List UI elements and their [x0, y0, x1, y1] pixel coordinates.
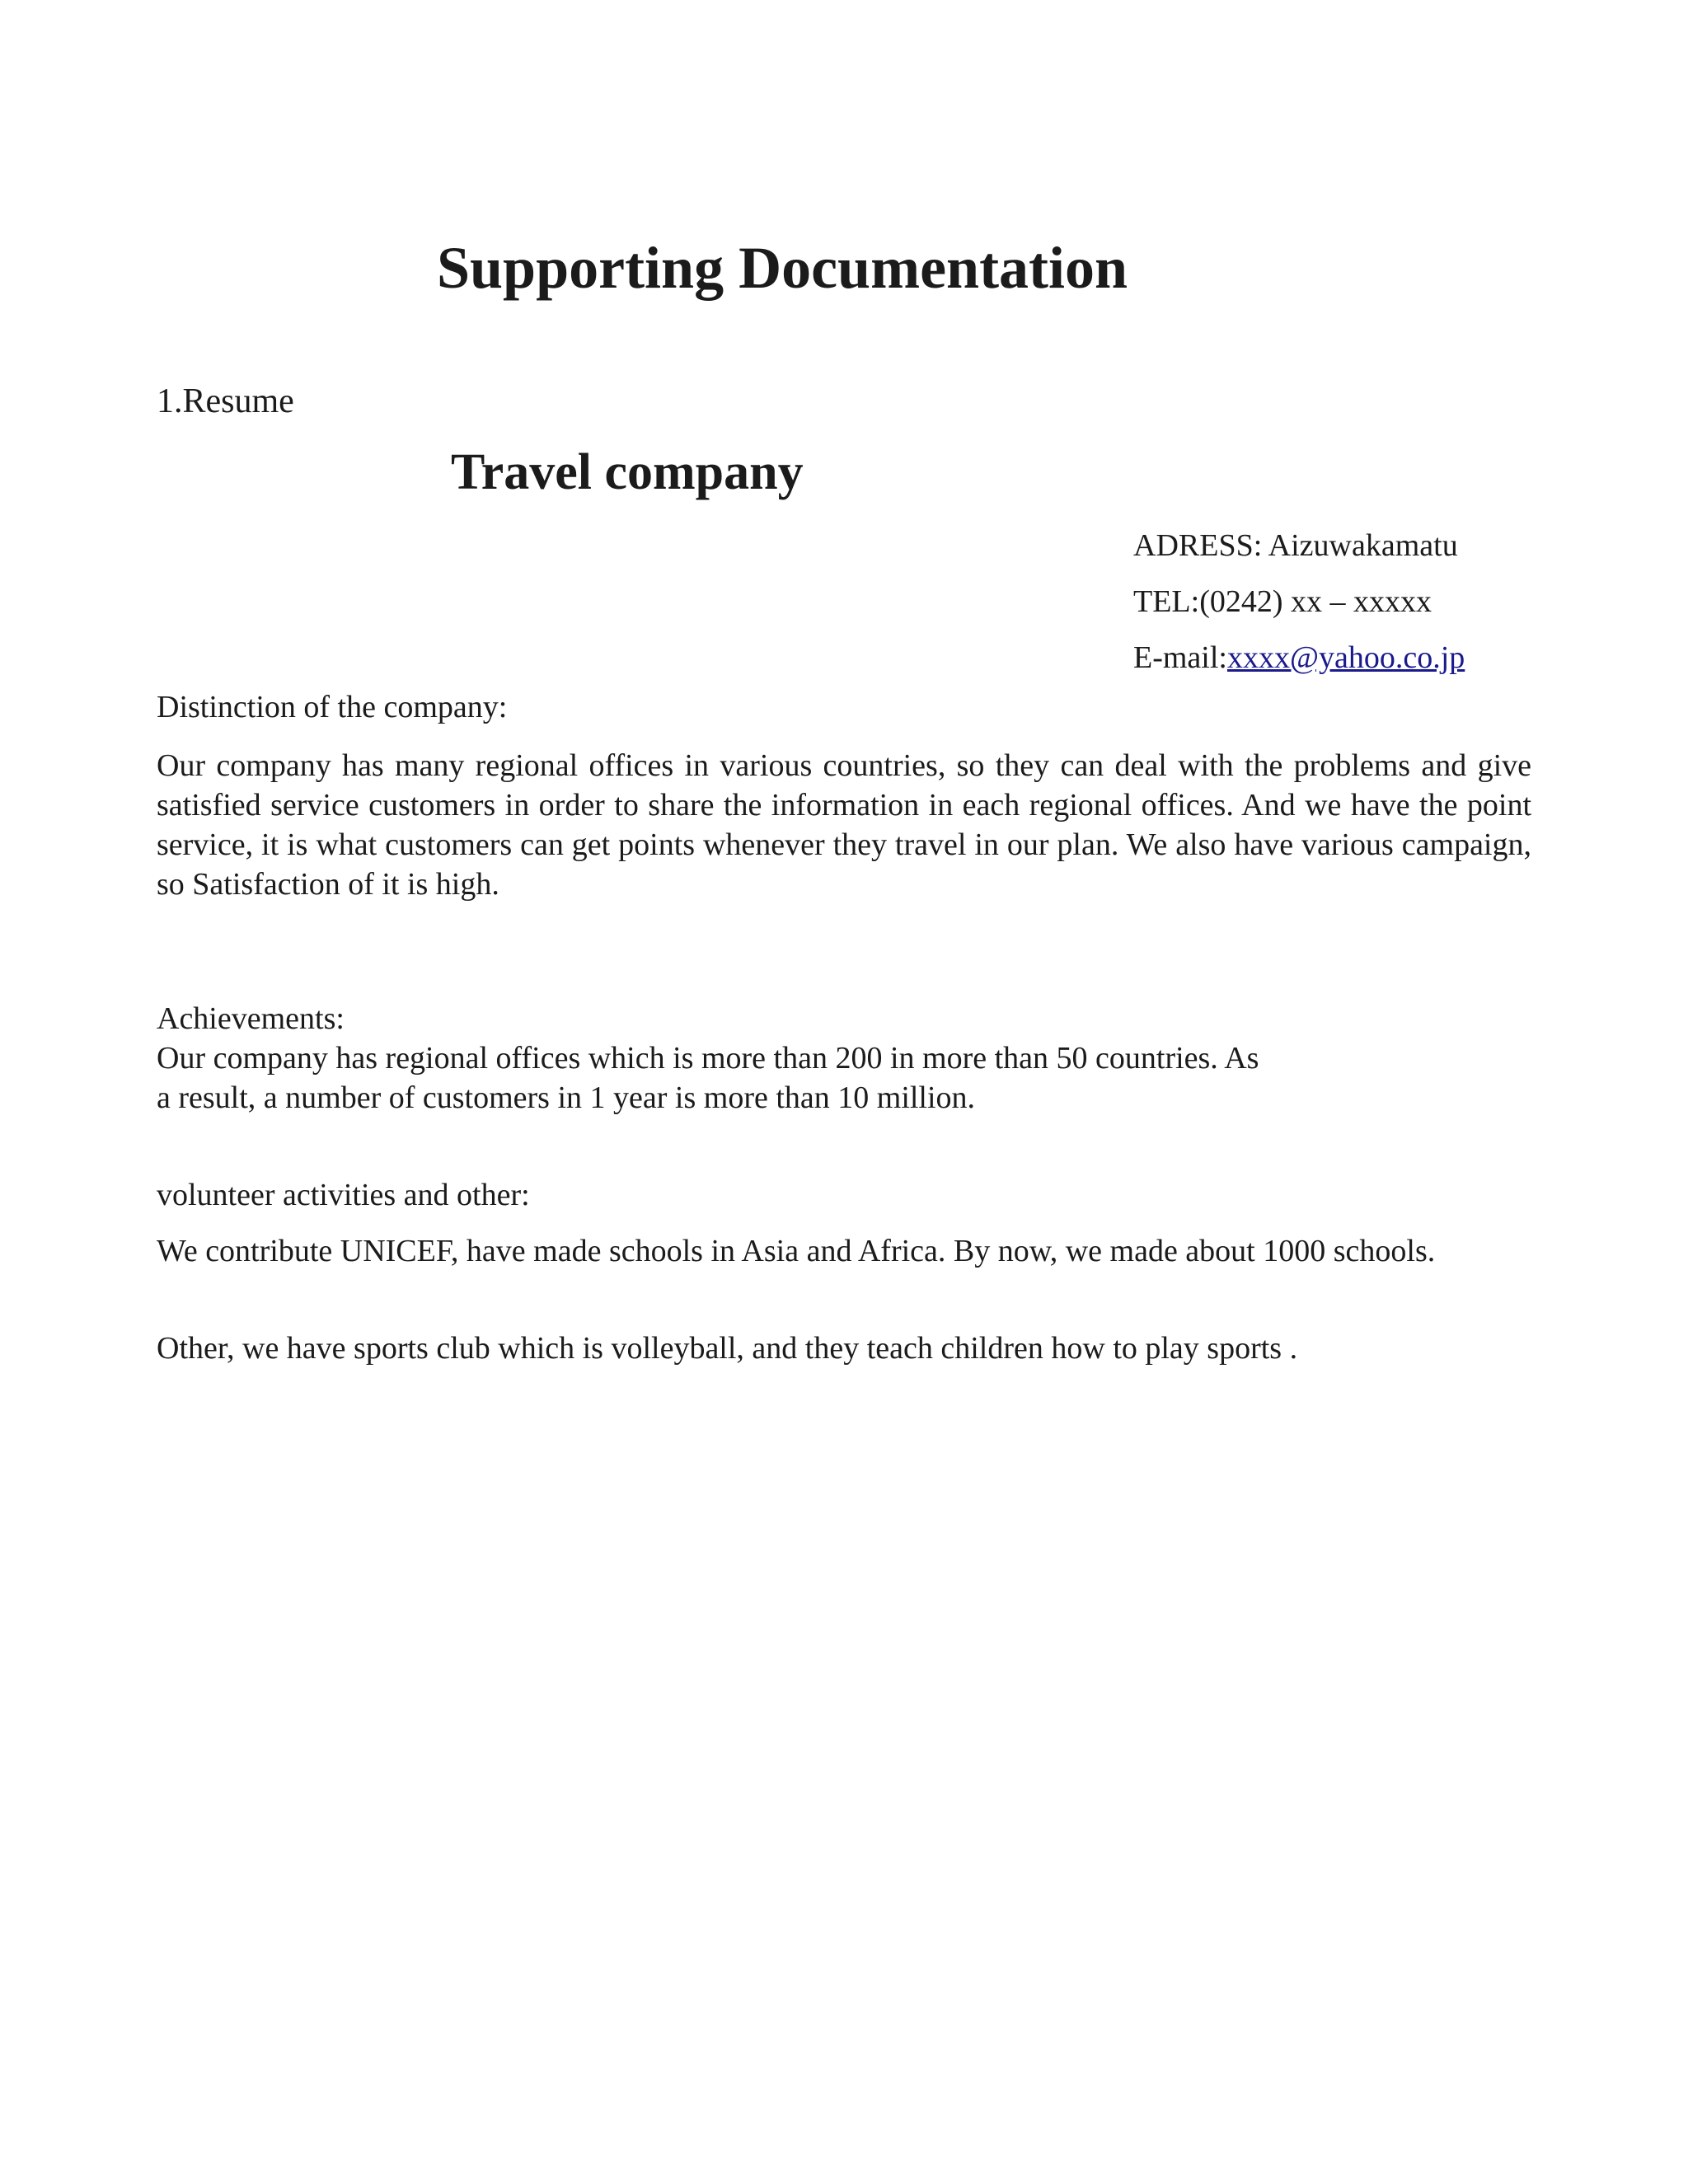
section-heading: 1.Resume: [157, 382, 294, 420]
volunteer-label: volunteer activities and other:: [157, 1178, 530, 1212]
volunteer-section: [157, 1175, 1531, 1215]
document-title: Supporting Documentation: [436, 235, 1128, 301]
volunteer-text-1: We contribute UNICEF, have made schools in Asia and Africa. By now, we made about 1000 schools.: [157, 1234, 1436, 1268]
achievements-section: [157, 999, 1531, 1118]
email-link[interactable]: xxxx@yahoo.co.jp: [1226, 640, 1465, 675]
achievements-label: Achievements:: [157, 1001, 345, 1036]
contact-block: [1133, 518, 1465, 686]
address-line: ADRESS: Aizuwakamatu: [1133, 528, 1458, 563]
distinction-section: [157, 687, 1531, 727]
tel-line: TEL:(0242) xx – xxxxx: [1133, 584, 1432, 619]
distinction-body: [157, 746, 1531, 904]
volunteer-other: [157, 1329, 1531, 1368]
volunteer-text-2: Other, we have sports club which is volleyball, and they teach children how to play sports .: [157, 1331, 1298, 1366]
achievements-line-2: a result, a number of customers in 1 year is more than 10 million.: [157, 1080, 976, 1115]
distinction-text: Our company has many regional offices in various countries, so they can deal with the problems and give satisfied service customers in order to share the information in each regional offices. And we have the point service, it is what customers can get points whenever they travel in our plan. We also have various campaign, so Satisfaction of it is high.: [157, 748, 1531, 902]
email-line: [1133, 630, 1465, 686]
volunteer-body: [157, 1231, 1531, 1271]
achievements-line-1: Our company has regional offices which is more than 200 in more than 50 countries. As: [157, 1041, 1259, 1076]
email-label: E-mail:: [1133, 640, 1227, 675]
distinction-label: Distinction of the company:: [157, 690, 508, 724]
company-name: Travel company: [451, 444, 804, 500]
